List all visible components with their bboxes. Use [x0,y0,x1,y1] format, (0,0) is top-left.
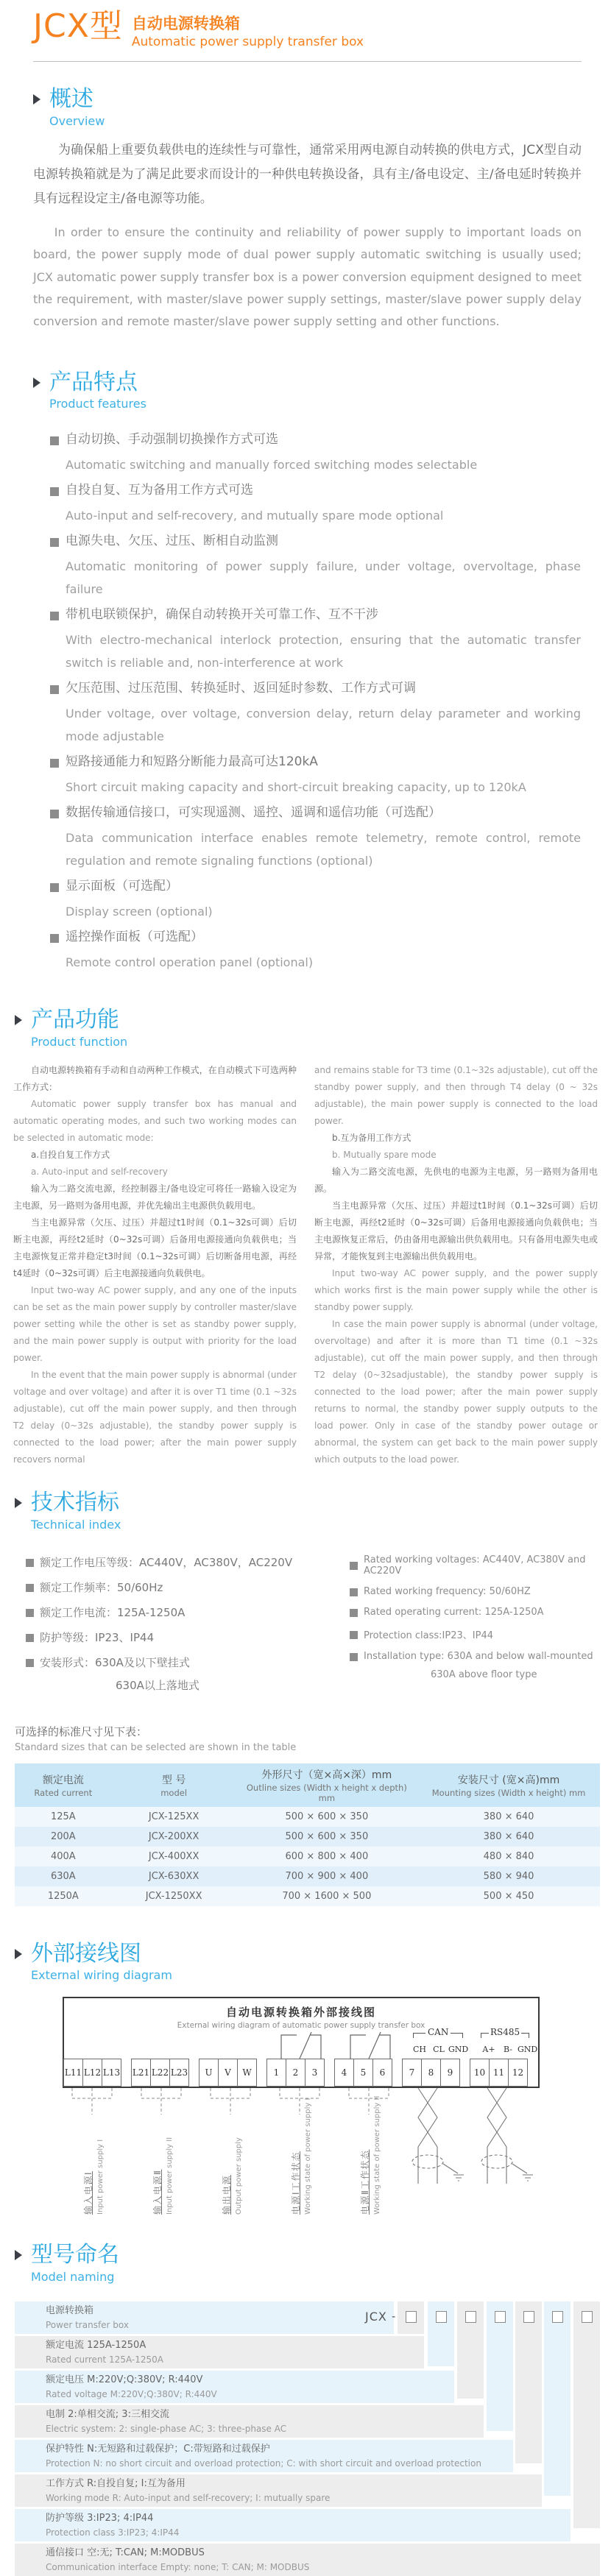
naming-row: 额定电压 M:220V;Q:380V; R:440V Rated voltage M:220V;Q:380V; R:440V [15,2371,454,2403]
heading-en: Technical index [31,1517,121,1532]
feature-en: Automatic switching and manually forced switching modes selectable [66,458,478,473]
overview-paragraph-zh: 为确保船上重要负载供电的连续性与可靠性，通常采用两电源自动转换的供电方式，JCX型自动电源转换箱就是为了满足此要求而设计的一种供电转换设备，具有主/备电设定、主/备电延时转换并具有远程设定主/备电源等功能。 [33,142,582,206]
relay-contact-icon [272,2029,331,2060]
func-paragraph: b. Mutually spare mode [332,1149,437,1160]
terminal-cell: L22 [150,2059,170,2087]
bullet-square-icon [50,685,59,694]
func-paragraph: In the event that the main power supply is abnormal (under voltage and over voltage) and after it is over T1 time (0.1 ~32s adjustable), cut off the main power supply, and then through T2 delay (0~32s adjustable), the standby power supply is connected to the load power; after the main power supply recovers normal [13,1370,297,1465]
heading-zh: 型号命名 [31,2242,119,2268]
naming-row: 保护特性 N:无短路和过载保护；C:带短路和过载保护 Protection N: no short circuit and overload protection; C: with short circuit and overload protection [15,2440,513,2472]
terminal-group-output [199,2059,257,2087]
terminal-cell: 11 [489,2059,509,2087]
pin-b-minus: B- [503,2045,512,2055]
sizes-table [15,1763,600,1906]
bullet-square-icon [26,1609,34,1617]
feature-item [33,874,582,923]
feature-item [33,478,582,527]
bullet-square-icon [50,612,59,620]
terminal-cell: 3 [305,2059,325,2087]
tech-item: 额定工作电压等级：AC440V，AC380V，AC220V [26,1554,350,1570]
wiring-under-area [63,2088,537,2218]
feature-en: Display screen (optional) [66,904,213,919]
model-prefix: JCX [365,2309,387,2324]
terminal-cell: V [218,2059,238,2087]
feature-zh: 数据传输通信接口，可实现遥测、遥控、遥调和遥信功能（可选配） [66,805,441,821]
bullet-square-icon [50,759,59,768]
section-arrow-icon [15,2250,22,2260]
section-wiring-diagram [15,1942,600,2218]
terminal-cell: 7 [402,2059,422,2087]
heading-zh: 产品特点 [49,369,138,395]
can-pin-labels [410,2045,467,2054]
bullet-square-icon [50,487,59,496]
technical-heading [15,1490,600,1532]
func-paragraph: 当主电源异常（欠压、过压）并超过t1时间（0.1~32s可调）后切断主电源，再经t2延时（0~32s可调）后备用电源接通向负载供电；当主电源恢复正常后，仍由备用电源输出供负载用电。只有备用电源失电或异常，才能恢复到主电源输出供负载用电。 [314,1200,598,1262]
heading-en: Overview [49,113,105,128]
cell-outline-size: 700 × 1600 × 500 [236,1886,418,1906]
table-row [15,1827,600,1847]
model-code-box [523,2311,534,2323]
heading-en: Model naming [31,2269,115,2284]
feature-en: Short circuit making capacity and short-circuit breaking capacity, up to 120kA [66,780,526,794]
cell-outline-size: 700 × 900 × 400 [236,1866,418,1886]
diagram-title-en: External wiring diagram of automatic power supply transfer box [177,2021,425,2031]
model-code-box [465,2311,476,2323]
bullet-square-icon [350,1609,358,1617]
cell-mounting-size: 580 × 940 [417,1866,600,1886]
title-en: Automatic power supply transfer box [131,35,364,49]
feature-zh: 自投自复、互为备用工作方式可选 [66,483,253,498]
bullet-square-icon [26,1659,34,1667]
terminal-group-input2 [132,2059,189,2087]
cell-rated-current: 125A [15,1807,112,1827]
tech-item: 安装形式：630A及以下壁挂式 [26,1655,350,1670]
table-row [15,1866,600,1886]
feature-zh: 短路接通能力和短路分断能力最高可达120kA [66,754,318,770]
feature-zh: 显示面板（可选配） [66,879,178,894]
cell-rated-current: 630A [15,1866,112,1886]
feature-item [33,800,582,872]
naming-row: 额定电流 125A-1250A Rated current 125A-1250A [15,2336,424,2368]
tech-item: Rated operating current: 125A-1250A [350,1607,600,1618]
table-row [15,1886,600,1906]
func-paragraph: In case the main power supply is abnormal (under voltage, overvoltage) and after it is more than T1 time (0.1 ~32s adjustable), cut off the main power supply, and then through T2 delay (0~32sadjustable), the standby power supply is connected to the load power; after the main power supply returns to normal, the standby power supply outputs to the load power. Only in case of the standby power outage or abnormal, the system can get back to the main power supply which outputs to the load power. [314,1318,598,1465]
naming-column-strip [515,2301,542,2463]
terminal-cell: 9 [440,2059,460,2087]
func-paragraph: 当主电源异常（欠压、过压）并超过t1时间（0.1~32s可调）后切断主电源，再经t2延时（0~32s可调）后备用电源接通向负载供电；当主电源恢复正常并稳定t3时间（0.1~32s可调）后切断备用电源，再经t4延时（0~32s可调）后主电源接通向负载供电。 [13,1217,297,1278]
terminal-cell: 12 [508,2059,528,2087]
terminal-group-state2 [335,2059,392,2087]
feature-en: Under voltage, over voltage, conversion delay, return delay parameter and working mode adjustable [66,706,581,744]
feature-item [33,427,582,476]
twisted-pair-symbol [481,2088,533,2184]
terminal-cell: U [199,2059,219,2087]
tech-item: 额定工作电流：125A-1250A [26,1604,350,1620]
section-arrow-icon [15,1949,22,1959]
func-paragraph: a.自投自复工作方式 [31,1149,110,1160]
naming-row: 电源转换箱 Power transfer box [15,2301,394,2334]
function-columns [13,1062,598,1469]
bullet-square-icon [350,1631,358,1639]
func-paragraph: Input two-way AC power supply, and the power supply which works first is the main power supply while the other is standby power supply. [314,1267,598,1312]
func-paragraph: a. Auto-input and self-recovery [31,1166,168,1177]
table-row [15,1807,600,1827]
terminal-cell: L12 [82,2059,102,2087]
tech-item-continuation: 630A above floor type [431,1669,537,1680]
function-right-column [314,1062,598,1469]
bullet-square-icon [26,1584,34,1592]
naming-row: 工作方式 R:自投自复; I:互为备用 Working mode R: Auto-input and self-recovery; I: mutually spare [15,2474,542,2507]
terminal-group-can [403,2059,460,2087]
terminal-cell: W [237,2059,257,2087]
tech-item: Rated working voltages: AC440V, AC380V and AC220V [350,1554,600,1577]
heading-zh: 产品功能 [31,1007,119,1033]
model-naming-diagram [15,2301,600,2576]
func-paragraph: and remains stable for T3 time (0.1~32s adjustable), cut off the standby power supply, and then through T4 delay (0 ~ 32s adjustable), the main power supply is connected to the load power. [314,1064,598,1126]
twisted-pair-symbol [412,2088,464,2184]
wire-label-output: 输出电源 Output power supply [222,2137,243,2215]
wire-label-state1: 电源Ⅰ工作状态 Working state of power supply I [291,2098,312,2215]
overview-paragraph-en: In order to ensure the continuity and reliability of power supply to important loads on board, the power supply mode of dual power supply automatic switching is usually used; JCX automatic power supply transfer box is a power conversion equipment designed to meet the requirement, with master/slave power supply settings, master/slave power supply delay conversion and remote master/slave power supply setting and other functions. [33,224,582,329]
feature-en: Data communication interface enables remote telemetry, remote control, remote regulation and remote signaling functions (optional) [66,830,581,868]
model-code-box [552,2311,563,2323]
bullet-square-icon [26,1634,34,1642]
section-product-function [13,1008,598,1468]
sizes-intro [15,1724,600,1753]
feature-zh: 电源失电、欠压、过压、断相自动监测 [66,534,278,549]
wiring-heading [15,1942,600,1983]
heading-en: External wiring diagram [31,1968,172,1983]
cell-outline-size: 600 × 800 × 400 [236,1847,418,1866]
terminal-cell: 10 [470,2059,490,2087]
func-paragraph: b.互为备用工作方式 [332,1132,412,1143]
bracket-right [521,2033,529,2038]
header-titles [132,12,364,49]
bullet-square-icon [50,436,59,445]
bullet-square-icon [50,538,59,547]
cell-mounting-size: 500 × 450 [417,1886,600,1906]
section-arrow-icon [33,378,40,388]
section-arrow-icon [15,1015,22,1025]
naming-row: 通信接口 空:无; T:CAN; M:MODBUS Communication interface Empty: none; T: CAN; M: MODBUS [15,2544,600,2576]
model-code-box [495,2311,506,2323]
function-left-column [13,1062,297,1469]
feature-item [33,602,582,674]
bullet-square-icon [350,1653,358,1661]
model-code-box [582,2311,593,2323]
wiring-box [63,1997,540,2088]
title-zh: 自动电源转换箱 [131,15,240,32]
table-header-row [15,1763,600,1807]
pin-ch: CH [412,2045,426,2055]
feature-item [33,749,582,799]
terminal-group-rs485 [470,2059,528,2087]
pin-a-plus: A+ [482,2045,495,2055]
feature-en: Automatic monitoring of power supply failure, under voltage, overvoltage, phase failure [66,559,581,596]
model-code-box [406,2311,417,2323]
heading-zh: 外部接线图 [31,1940,141,1967]
func-paragraph: Automatic power supply transfer box has manual and automatic operating modes, and such two working modes can be selected in automatic mode: [13,1098,297,1143]
tech-item: Installation type: 630A and below wall-mounted [350,1651,600,1662]
feature-item [33,676,582,748]
cell-model: JCX-200XX [112,1827,236,1847]
technical-right [350,1545,600,1693]
col-header-model: 型 号 model [112,1763,236,1807]
tech-item-continuation: 630A以上落地式 [116,1678,199,1692]
feature-en: Auto-input and self-recovery, and mutually spare mode optional [66,508,444,523]
can-bus-label: CAN [428,2027,449,2038]
cell-rated-current: 1250A [15,1886,112,1906]
rs485-bus-bracket [481,2027,537,2038]
sizes-intro-en: Standard sizes that can be selected are shown in the table [15,1741,297,1753]
func-paragraph: Input two-way AC power supply, and any one of the inputs can be set as the main power supply by controller master/slave power setting while the other is set as standby power supply, and the main power supply is output with priority for the load power. [13,1284,297,1364]
bullet-square-icon [50,934,59,943]
features-heading [33,370,582,411]
wire-label-state2: 电源Ⅱ工作状态 Working state of power supply II [360,2095,381,2215]
tech-item: 防护等级：IP23、IP44 [26,1630,350,1645]
naming-row: 防护等级 3:IP23; 4:IP44 Protection class 3:IP23; 4:IP44 [15,2509,571,2541]
heading-en: Product function [31,1034,128,1049]
heading-zh: 概述 [49,86,93,112]
terminal-cell: L13 [102,2059,121,2087]
technical-left [26,1545,350,1693]
can-bus-bracket [413,2027,465,2038]
cell-model: JCX-630XX [112,1866,236,1886]
naming-column-strip [573,2301,600,2528]
feature-zh: 带机电联锁保护，确保自动转换开关可靠工作、互不干涉 [66,607,378,623]
table-row [15,1847,600,1866]
model-dash: - [392,2309,396,2323]
tech-item: Protection class:IP23、IP44 [350,1627,600,1641]
heading-zh: 技术指标 [31,1490,119,1516]
cell-mounting-size: 380 × 640 [417,1807,600,1827]
section-arrow-icon [15,1498,22,1508]
feature-zh: 自动切换、手动强制切换操作方式可选 [66,432,278,447]
cell-outline-size: 500 × 600 × 350 [236,1807,418,1827]
wire-label-input2: 输入电源Ⅱ Input power supply II [152,2137,174,2215]
wire-label-input1: 输入电源Ⅰ Input power supply I [83,2140,105,2215]
col-header-mounting-sizes: 安装尺寸 (宽×高)mm Mounting sizes (Width x height) mm [417,1763,600,1807]
technical-columns [26,1545,600,1693]
func-paragraph: 自动电源转换箱有手动和自动两种工作模式，在自动模式下可选两种工作方式： [13,1064,297,1092]
product-model: JCX型 [33,7,123,45]
page-header [0,0,611,49]
terminal-row [64,2059,528,2087]
naming-heading [15,2243,600,2284]
section-product-features [33,370,582,974]
bullet-square-icon [50,810,59,818]
terminal-cell: 8 [421,2059,441,2087]
function-heading [15,1008,598,1049]
feature-item [33,528,582,601]
bracket-left [481,2033,489,2038]
section-overview [33,87,582,333]
terminal-cell: L23 [169,2059,189,2087]
bullet-square-icon [350,1562,358,1570]
cell-model: JCX-125XX [112,1807,236,1827]
cell-outline-size: 500 × 600 × 350 [236,1827,418,1847]
naming-column-strip [544,2301,571,2496]
pin-gnd: GND [518,2045,538,2055]
pin-cl: CL [433,2045,445,2055]
heading-en: Product features [49,397,146,411]
tech-item: Rated working frequency: 50/60HZ [350,1586,600,1597]
feature-item [33,924,582,974]
terminal-cell: L11 [63,2059,83,2087]
feature-zh: 欠压范围、过压范围、转换延时、返回延时参数、工作方式可调 [66,681,416,696]
cell-model: JCX-400XX [112,1847,236,1866]
terminal-cell: L21 [131,2059,151,2087]
tech-item: 额定工作频率：50/60Hz [26,1579,350,1595]
feature-zh: 遥控操作面板（可选配） [66,930,203,945]
rs485-pin-labels [479,2045,537,2054]
sizes-intro-zh: 可选择的标准尺寸见下表： [15,1724,148,1738]
cell-rated-current: 200A [15,1827,112,1847]
bullet-square-icon [26,1559,34,1567]
feature-en: Remote control operation panel (optional) [66,955,314,969]
relay-contact-icon [341,2029,400,2060]
bullet-square-icon [50,883,59,892]
cell-model: JCX-1250XX [112,1886,236,1906]
pin-gnd: GND [448,2045,469,2055]
section-model-naming [15,2243,600,2576]
overview-heading [33,87,582,128]
terminal-cell: 1 [266,2059,286,2087]
terminal-cell: 4 [334,2059,354,2087]
feature-list [33,427,582,974]
terminal-cell: 6 [372,2059,392,2087]
bracket-right [451,2033,463,2038]
model-code-box [436,2311,447,2323]
col-header-outline-sizes: 外形尺寸（宽×高×深）mm Outline sizes (Width x height x depth) mm [236,1763,418,1807]
terminal-group-input1 [64,2059,121,2087]
terminal-cell: 2 [286,2059,306,2087]
bullet-square-icon [350,1588,358,1596]
naming-row: 电制 2:单相交流; 3:三相交流 Electric system: 2: single-phase AC; 3: three-phase AC [15,2405,484,2438]
col-header-rated-current: 额定电流 Rated current [15,1763,112,1807]
section-arrow-icon [33,94,40,105]
section-technical-index [15,1490,600,1693]
feature-en: With electro-mechanical interlock protection, ensuring that the automatic transfer switch is reliable and, non-interference at work [66,632,581,670]
func-paragraph: 输入为二路交流电源，经控制器主/备电设定可将任一路输入设定为主电源，另一路则为备用电源，并优先输出主电源供负载用电。 [13,1183,297,1211]
header-divider [33,61,582,62]
diagram-title-zh: 自动电源转换箱外部接线图 [225,2006,376,2020]
cell-mounting-size: 480 × 840 [417,1847,600,1866]
bracket-left [413,2033,425,2038]
terminal-group-state1 [267,2059,325,2087]
cell-rated-current: 400A [15,1847,112,1866]
terminal-cell: 5 [353,2059,373,2087]
cell-mounting-size: 380 × 640 [417,1827,600,1847]
func-paragraph: 输入为二路交流电源，先供电的电源为主电源，另一路则为备用电源。 [314,1166,598,1194]
rs485-bus-label: RS485 [490,2027,520,2038]
